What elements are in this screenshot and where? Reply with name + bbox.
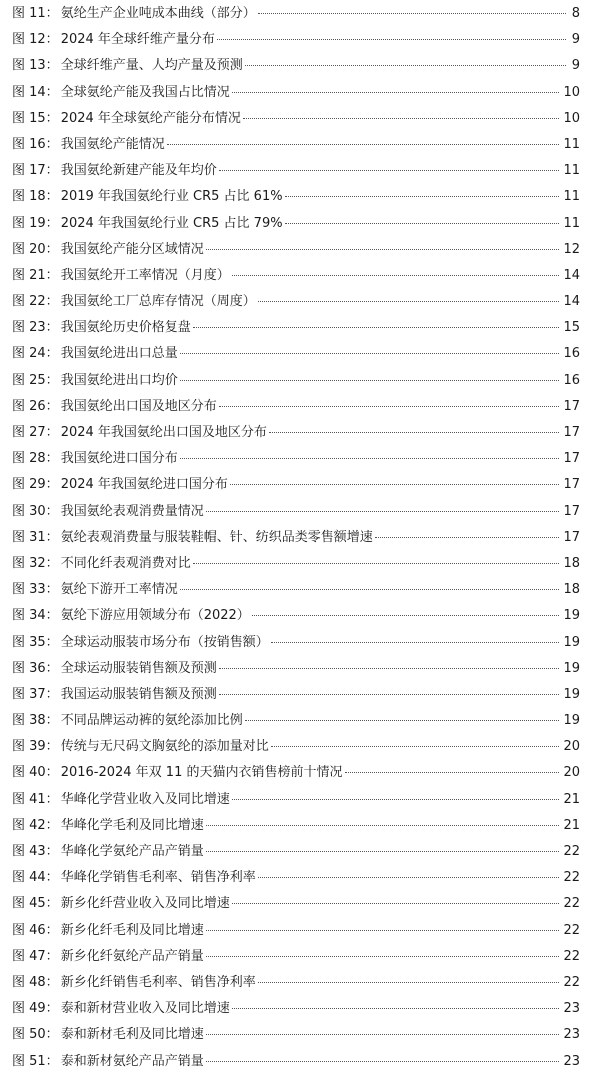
dot-leader	[285, 195, 560, 197]
figure-title: 2024 年全球氨纶产能分布情况	[60, 110, 241, 126]
toc-entry[interactable]	[0, 996, 594, 1022]
figure-number: 图 25：	[12, 372, 59, 388]
figure-title: 我国氨纶表观消费量情况	[60, 503, 204, 519]
toc-entry[interactable]	[0, 1022, 594, 1048]
figure-number: 图 40：	[12, 765, 59, 781]
page-number: 8	[571, 6, 580, 21]
toc-entry[interactable]	[0, 472, 594, 498]
figure-title: 新乡化纤销售毛利率、销售净利率	[60, 974, 256, 990]
dot-leader	[180, 457, 560, 459]
dot-leader	[269, 431, 560, 433]
figure-title: 泰和新材毛利及同比增速	[60, 1027, 204, 1043]
dot-leader	[193, 562, 560, 564]
page-number: 16	[563, 372, 580, 388]
page-number: 17	[563, 451, 580, 467]
page-number: 16	[563, 346, 580, 362]
toc-entry[interactable]	[0, 970, 594, 996]
figure-number: 图 39：	[12, 739, 59, 755]
dot-leader	[232, 798, 560, 800]
dot-leader	[217, 38, 566, 40]
toc-entry[interactable]	[0, 708, 594, 734]
toc-entry[interactable]	[0, 263, 594, 289]
figure-title: 2016-2024 年双 11 的天猫内衣销售榜前十情况	[60, 765, 343, 781]
figure-number: 图 13：	[12, 58, 59, 74]
page-number: 17	[563, 503, 580, 519]
page-number: 20	[563, 739, 580, 755]
page-number: 14	[563, 294, 580, 310]
toc-entry[interactable]	[0, 1049, 594, 1075]
dot-leader	[206, 1033, 560, 1035]
figure-number: 图 17：	[12, 163, 59, 179]
figure-title: 我国运动服装销售额及预测	[60, 686, 217, 702]
page-number: 15	[563, 320, 580, 336]
figure-number: 图 18：	[12, 189, 59, 205]
page-number: 19	[563, 660, 580, 676]
figure-number: 图 15：	[12, 110, 59, 126]
page-number: 14	[563, 267, 580, 283]
dot-leader	[206, 510, 560, 512]
dot-leader	[206, 824, 560, 826]
figure-number: 图 32：	[12, 555, 59, 571]
toc-entry[interactable]	[0, 865, 594, 891]
toc-entry[interactable]	[0, 1, 594, 27]
figure-title: 我国氨纶进出口总量	[60, 346, 178, 362]
toc-entry[interactable]	[0, 577, 594, 603]
figure-title: 华峰化学毛利及同比增速	[60, 817, 204, 833]
page-number: 23	[563, 1001, 580, 1017]
figure-title: 新乡化纤氨纶产品产销量	[60, 948, 204, 964]
dot-leader	[285, 222, 560, 224]
figure-number: 图 37：	[12, 686, 59, 702]
figure-number: 图 29：	[12, 477, 59, 493]
dot-leader	[219, 693, 560, 695]
toc-entry[interactable]	[0, 499, 594, 525]
page-number: 10	[563, 110, 580, 126]
dot-leader	[193, 326, 560, 328]
toc-entry[interactable]	[0, 760, 594, 786]
figure-number: 图 16：	[12, 136, 59, 152]
dot-leader	[206, 248, 560, 250]
figure-number: 图 30：	[12, 503, 59, 519]
page-number: 22	[563, 922, 580, 938]
page-number: 19	[563, 686, 580, 702]
toc-entry[interactable]	[0, 394, 594, 420]
toc-entry[interactable]	[0, 682, 594, 708]
page-number: 17	[563, 477, 580, 493]
figure-number: 图 20：	[12, 241, 59, 257]
dot-leader	[245, 64, 566, 66]
dot-leader	[180, 588, 560, 590]
figure-title: 不同品牌运动裤的氨纶添加比例	[60, 713, 243, 729]
page-number: 12	[563, 241, 580, 257]
toc-entry[interactable]	[0, 53, 594, 79]
toc-entry[interactable]	[0, 132, 594, 158]
toc-entry[interactable]	[0, 315, 594, 341]
page-number: 20	[563, 765, 580, 781]
page-number: 10	[563, 84, 580, 100]
dot-leader	[219, 169, 560, 171]
figure-number: 图 42：	[12, 817, 59, 833]
figure-number: 图 26：	[12, 398, 59, 414]
page-number: 9	[571, 58, 580, 74]
dot-leader	[345, 771, 560, 773]
page-number: 17	[563, 529, 580, 545]
figure-number: 图 31：	[12, 529, 59, 545]
figure-number: 图 24：	[12, 346, 59, 362]
toc-entry[interactable]	[0, 551, 594, 577]
toc-entry[interactable]	[0, 525, 594, 551]
dot-leader	[206, 850, 560, 852]
figure-title: 2024 年我国氨纶行业 CR5 占比 79%	[60, 215, 283, 231]
figure-title: 新乡化纤毛利及同比增速	[60, 922, 204, 938]
figure-number: 图 41：	[12, 791, 59, 807]
figure-number: 图 47：	[12, 948, 59, 964]
figure-number: 图 43：	[12, 844, 59, 859]
figure-title: 泰和新材氨纶产品产销量	[60, 1053, 204, 1069]
figure-number: 图 36：	[12, 660, 59, 676]
figure-title: 传统与无尺码文胸氨纶的添加量对比	[60, 739, 269, 755]
figure-number: 图 44：	[12, 870, 59, 886]
toc-entry[interactable]	[0, 656, 594, 682]
figure-title: 氨纶下游开工率情况	[60, 582, 178, 598]
page-number: 19	[563, 608, 580, 624]
figure-number: 图 33：	[12, 582, 59, 598]
dot-leader	[245, 719, 560, 721]
figure-title: 新乡化纤营业收入及同比增速	[60, 896, 230, 912]
figure-title: 我国氨纶开工率情况（月度）	[60, 267, 230, 283]
toc-entry[interactable]	[0, 630, 594, 656]
toc-entry[interactable]	[0, 787, 594, 813]
page-number: 22	[563, 844, 580, 859]
toc-entry[interactable]	[0, 289, 594, 315]
page-number: 19	[563, 713, 580, 729]
toc-entry[interactable]	[0, 158, 594, 184]
figure-title: 全球氨纶产能及我国占比情况	[60, 84, 230, 100]
figure-number: 图 22：	[12, 294, 59, 310]
figure-number: 图 27：	[12, 425, 59, 440]
toc-entry[interactable]	[0, 839, 594, 865]
figure-number: 图 45：	[12, 896, 59, 912]
figure-number: 图 35：	[12, 634, 59, 650]
dot-leader	[230, 483, 560, 485]
dot-leader	[271, 745, 560, 747]
dot-leader	[258, 300, 560, 302]
figure-number: 图 34：	[12, 608, 59, 624]
figure-title: 不同化纤表观消费对比	[60, 555, 191, 571]
page-number: 22	[563, 870, 580, 886]
dot-leader	[206, 1060, 560, 1062]
toc-entry[interactable]	[0, 237, 594, 263]
page-number: 17	[563, 425, 580, 440]
figure-title: 我国氨纶历史价格复盘	[60, 320, 191, 336]
toc-entry[interactable]	[0, 80, 594, 106]
figure-title: 2024 年全球纤维产量分布	[60, 32, 215, 48]
dot-leader	[375, 536, 560, 538]
figure-title: 氨纶生产企业吨成本曲线（部分）	[60, 6, 256, 21]
figure-number: 图 12：	[12, 32, 59, 48]
dot-leader	[232, 902, 560, 904]
dot-leader	[232, 91, 560, 93]
figure-title: 2024 年我国氨纶进口国分布	[60, 477, 228, 493]
page-number: 21	[563, 817, 580, 833]
figure-title: 我国氨纶进出口均价	[60, 372, 178, 388]
figure-title: 全球运动服装市场分布（按销售额）	[60, 634, 269, 650]
dot-leader	[167, 143, 560, 145]
dot-leader	[232, 1007, 560, 1009]
figure-title: 我国氨纶出口国及地区分布	[60, 398, 217, 414]
figure-title: 华峰化学销售毛利率、销售净利率	[60, 870, 256, 886]
dot-leader	[252, 614, 560, 616]
figure-number: 图 19：	[12, 215, 59, 231]
dot-leader	[271, 641, 560, 643]
dot-leader	[180, 379, 560, 381]
page-number: 11	[563, 189, 580, 205]
figure-number: 图 51：	[12, 1053, 59, 1069]
figure-title: 我国氨纶产能情况	[60, 136, 165, 152]
toc-entry[interactable]	[0, 944, 594, 970]
dot-leader	[206, 929, 560, 931]
figure-number: 图 48：	[12, 974, 59, 990]
figure-number: 图 28：	[12, 451, 59, 467]
figure-title: 2019 年我国氨纶行业 CR5 占比 61%	[60, 189, 283, 205]
page-number: 17	[563, 398, 580, 414]
dot-leader	[258, 981, 560, 983]
toc-entry[interactable]	[0, 184, 594, 210]
dot-leader	[258, 12, 566, 14]
dot-leader	[219, 667, 560, 669]
page-number: 11	[563, 215, 580, 231]
figure-title: 全球运动服装销售额及预测	[60, 660, 217, 676]
toc-entry[interactable]	[0, 918, 594, 944]
toc-entry[interactable]	[0, 211, 594, 237]
toc-entry[interactable]	[0, 603, 594, 629]
figure-number: 图 23：	[12, 320, 59, 336]
page-number: 18	[563, 582, 580, 598]
toc-entry[interactable]	[0, 106, 594, 132]
figure-title: 我国氨纶进口国分布	[60, 451, 178, 467]
figure-number: 图 49：	[12, 1001, 59, 1017]
dot-leader	[206, 955, 560, 957]
figure-number: 图 38：	[12, 713, 59, 729]
figure-title: 氨纶表观消费量与服装鞋帽、针、纺织品类零售额增速	[60, 529, 373, 545]
figure-title: 华峰化学营业收入及同比增速	[60, 791, 230, 807]
figure-title: 全球纤维产量、人均产量及预测	[60, 58, 243, 74]
figure-title: 我国氨纶新建产能及年均价	[60, 163, 217, 179]
toc-entry[interactable]	[0, 891, 594, 917]
figure-number: 图 50：	[12, 1027, 59, 1043]
toc-entry[interactable]	[0, 420, 594, 446]
toc-entry[interactable]	[0, 341, 594, 367]
page-number: 22	[563, 896, 580, 912]
toc-entry[interactable]	[0, 734, 594, 760]
page-number: 18	[563, 555, 580, 571]
dot-leader	[219, 405, 560, 407]
figure-title: 氨纶下游应用领域分布（2022）	[60, 608, 250, 624]
figure-number: 图 46：	[12, 922, 59, 938]
page-number: 19	[563, 634, 580, 650]
figure-title: 华峰化学氨纶产品产销量	[60, 844, 204, 859]
dot-leader	[243, 117, 560, 119]
toc-entry[interactable]	[0, 27, 594, 53]
figure-number: 图 14：	[12, 84, 59, 100]
dot-leader	[232, 274, 560, 276]
toc-entry[interactable]	[0, 368, 594, 394]
page-number: 23	[563, 1027, 580, 1043]
figure-title: 我国氨纶工厂总库存情况（周度）	[60, 294, 256, 310]
dot-leader	[258, 876, 560, 878]
page-number: 23	[563, 1053, 580, 1069]
figure-number: 图 11：	[12, 6, 59, 21]
page-number: 11	[563, 163, 580, 179]
page-number: 11	[563, 136, 580, 152]
dot-leader	[180, 352, 560, 354]
toc-entry[interactable]	[0, 813, 594, 839]
page-number: 22	[563, 974, 580, 990]
page-number: 9	[571, 32, 580, 48]
page-number: 22	[563, 948, 580, 964]
toc-entry[interactable]	[0, 446, 594, 472]
page-number: 21	[563, 791, 580, 807]
figure-number: 图 21：	[12, 267, 59, 283]
figure-title: 2024 年我国氨纶出口国及地区分布	[60, 425, 267, 440]
figure-title: 泰和新材营业收入及同比增速	[60, 1001, 230, 1017]
figure-title: 我国氨纶产能分区域情况	[60, 241, 204, 257]
